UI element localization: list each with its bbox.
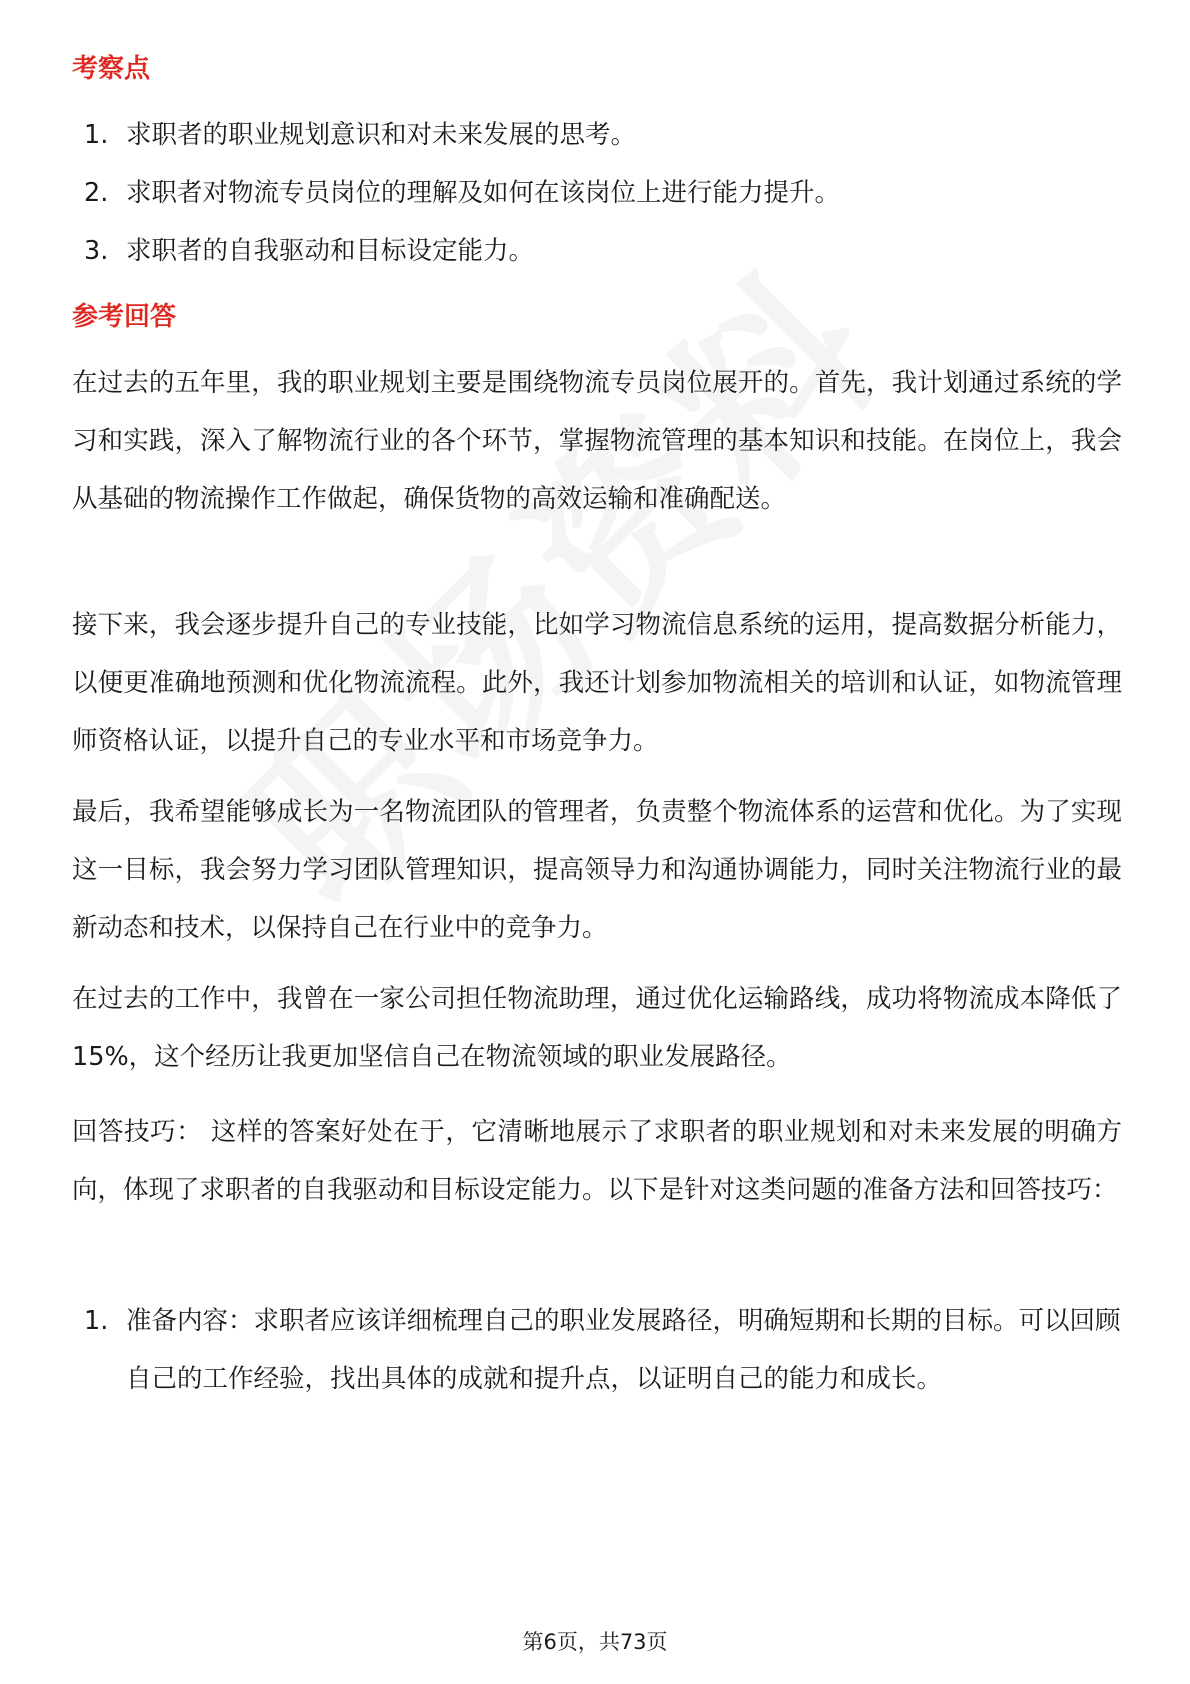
exam-points-list (84, 106, 1134, 280)
list-item (84, 222, 1134, 280)
answer-paragraph: 最后，我希望能够成长为一名物流团队的管理者，负责整个物流体系的运营和优化。为了实现这一目标，我会努力学习团队管理知识，提高领导力和沟通协调能力，同时关注物流行业的最新动态和技术，以保持自己在行业中的竞争力。 (72, 797, 1122, 943)
answer-paragraph: 在过去的工作中，我曾在一家公司担任物流助理，通过优化运输路线，成功将物流成本降低了15%，这个经历让我更加坚信自己在物流领域的职业发展路径。 (72, 984, 1122, 1072)
tips-list (84, 1292, 1134, 1408)
list-item-text: 准备内容：求职者应该详细梳理自己的职业发展路径，明确短期和长期的目标。可以回顾自己的工作经验，找出具体的成就和提升点，以证明自己的能力和成长。 (126, 1306, 1121, 1394)
list-item-text: 求职者的自我驱动和目标设定能力。 (126, 236, 535, 266)
answer-tips-paragraph: 回答技巧： 这样的答案好处在于，它清晰地展示了求职者的职业规划和对未来发展的明确方向，体现了求职者的自我驱动和目标设定能力。以下是针对这类问题的准备方法和回答技巧： (72, 1117, 1122, 1205)
list-number: 1. (84, 120, 109, 150)
list-number: 1. (84, 1306, 109, 1336)
list-number: 2. (84, 178, 109, 208)
list-item-text: 求职者对物流专员岗位的理解及如何在该岗位上进行能力提升。 (126, 178, 841, 208)
page-footer: 第6页，共73页 (522, 1630, 668, 1654)
section-title-reference-answer: 参考回答 (72, 302, 177, 332)
list-item (84, 106, 1134, 164)
list-item (84, 164, 1134, 222)
list-item-text: 求职者的职业规划意识和对未来发展的思考。 (126, 120, 637, 150)
section-title-exam-points: 考察点 (72, 54, 151, 84)
answer-paragraph: 在过去的五年里，我的职业规划主要是围绕物流专员岗位展开的。首先，我计划通过系统的学习和实践，深入了解物流行业的各个环节，掌握物流管理的基本知识和技能。在岗位上，我会从基础的物流操作工作做起，确保货物的高效运输和准确配送。 (72, 368, 1122, 514)
list-number: 3. (84, 236, 109, 266)
list-item (84, 1292, 1134, 1408)
answer-paragraph: 接下来，我会逐步提升自己的专业技能，比如学习物流信息系统的运用，提高数据分析能力，以便更准确地预测和优化物流流程。此外，我还计划参加物流相关的培训和认证，如物流管理师资格认证，以提升自己的专业水平和市场竞争力。 (72, 610, 1122, 756)
